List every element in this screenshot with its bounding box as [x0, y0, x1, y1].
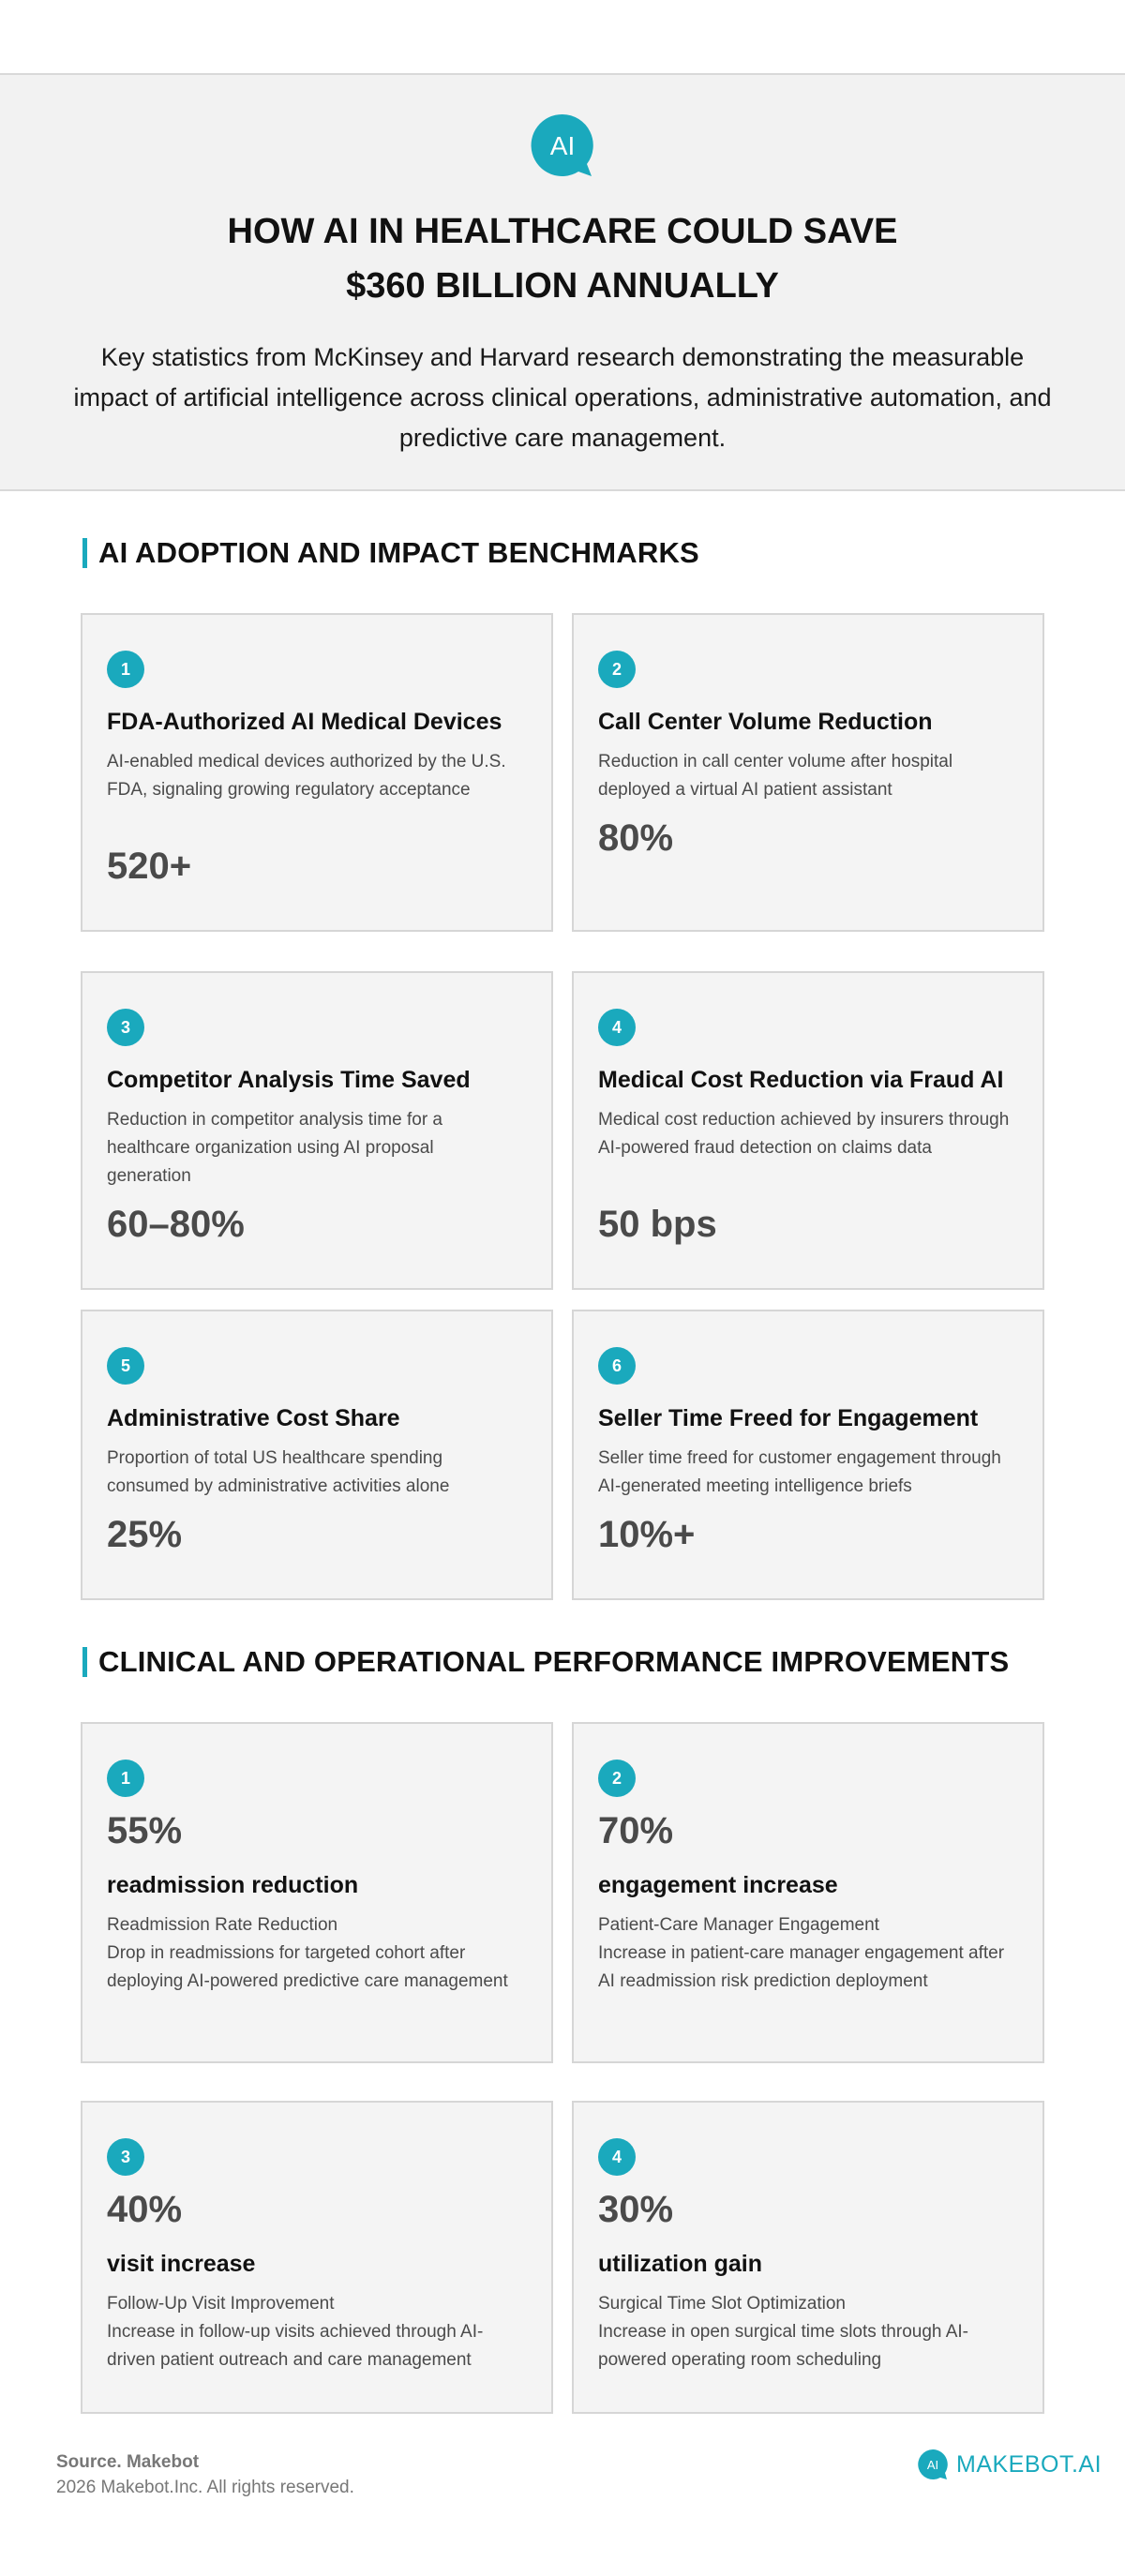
page-title-line-1: HOW AI IN HEALTHCARE COULD SAVE — [227, 212, 898, 251]
card-title: Medical Cost Reduction via Fraud AI — [598, 1067, 1004, 1093]
card-stat-value: 25% — [107, 1514, 183, 1555]
stat-card-2 — [572, 613, 1044, 932]
card-stat-label: engagement increase — [598, 1872, 838, 1898]
section-heading-clinical — [82, 1645, 1009, 1679]
card-number-badge: 1 — [107, 1760, 144, 1797]
card-description: Proportion of total US healthcare spending consumed by administrative activities alone — [107, 1448, 450, 1496]
performance-card-3 — [81, 2101, 553, 2414]
page-title-line-2: $360 BILLION ANNUALLY — [346, 266, 779, 306]
performance-card-1 — [81, 1722, 553, 2063]
card-number-badge: 5 — [107, 1347, 144, 1385]
card-number-badge: 6 — [598, 1347, 636, 1385]
card-description: Reduction in call center volume after hospital deployed a virtual AI patient assistant — [598, 752, 953, 800]
svg-text:AI: AI — [926, 2458, 939, 2472]
card-number-badge: 1 — [107, 651, 144, 688]
stat-card-3 — [81, 971, 553, 1290]
card-description: Drop in readmissions for targeted cohort after deploying AI-powered predictive care management — [107, 1943, 508, 1991]
card-stat-value: 40% — [107, 2189, 183, 2230]
top-strip — [0, 0, 1125, 75]
card-description: Medical cost reduction achieved by insurers through AI-powered fraud detection on claims data — [598, 1110, 1010, 1158]
card-stat-value: 70% — [598, 1810, 674, 1851]
card-subtitle: Surgical Time Slot Optimization — [598, 2294, 846, 2314]
section-title: CLINICAL AND OPERATIONAL PERFORMANCE IMPROVEMENTS — [98, 1645, 1010, 1678]
card-stat-value: 60–80% — [107, 1204, 245, 1245]
card-title: Call Center Volume Reduction — [598, 709, 933, 735]
page-subtitle: Key statistics from McKinsey and Harvard research demonstrating the measurable impact of artificial intelligence across clinical operations, administrative automation, and predictive care management. — [73, 343, 1052, 452]
card-number-badge: 4 — [598, 1009, 636, 1046]
card-number-badge: 3 — [107, 1009, 144, 1046]
card-description: Increase in follow-up visits achieved through AI-driven patient outreach and care management — [107, 2322, 484, 2370]
card-stat-label: readmission reduction — [107, 1872, 359, 1898]
card-description: Increase in open surgical time slots through AI-powered operating room scheduling — [598, 2322, 968, 2370]
footer-copyright: 2026 Makebot.Inc. All rights reserved. — [56, 2478, 354, 2497]
card-subtitle: Follow-Up Visit Improvement — [107, 2294, 335, 2314]
svg-text:AI: AI — [549, 131, 576, 160]
stat-card-1 — [81, 613, 553, 932]
card-stat-label: utilization gain — [598, 2251, 762, 2277]
performance-card-4 — [572, 2101, 1044, 2414]
card-stat-value: 10%+ — [598, 1514, 696, 1555]
card-number-badge: 3 — [107, 2138, 144, 2176]
hero-banner — [0, 75, 1125, 491]
card-stat-value: 80% — [598, 817, 674, 859]
card-subtitle: Patient-Care Manager Engagement — [598, 1915, 879, 1935]
card-description: Seller time freed for customer engagement through AI-generated meeting intelligence briefs — [598, 1448, 1001, 1496]
card-number-badge: 2 — [598, 1760, 636, 1797]
ai-speech-bubble-icon — [530, 112, 595, 178]
section-heading-benchmarks — [82, 536, 699, 570]
card-title: Competitor Analysis Time Saved — [107, 1067, 471, 1093]
section-accent-bar — [82, 1647, 87, 1677]
section-accent-bar — [82, 538, 87, 568]
card-stat-value: 30% — [598, 2189, 674, 2230]
card-number-badge: 2 — [598, 651, 636, 688]
card-stat-value: 55% — [107, 1810, 183, 1851]
stat-card-5 — [81, 1310, 553, 1600]
page-title — [0, 204, 1125, 313]
card-title: FDA-Authorized AI Medical Devices — [107, 709, 502, 735]
card-title: Administrative Cost Share — [107, 1405, 400, 1431]
footer-source: Source. Makebot — [56, 2452, 200, 2472]
card-stat-value: 520+ — [107, 846, 192, 887]
footer-brand-text: MAKEBOT.AI — [956, 2450, 1102, 2478]
card-description: Reduction in competitor analysis time for a healthcare organization using AI proposal generation — [107, 1110, 442, 1186]
stat-card-4 — [572, 971, 1044, 1290]
card-stat-value: 50 bps — [598, 1204, 717, 1245]
card-description: AI-enabled medical devices authorized by the U.S. FDA, signaling growing regulatory acceptance — [107, 752, 506, 800]
card-description: Increase in patient-care manager engagement after AI readmission risk prediction deployment — [598, 1943, 1005, 1991]
stat-card-6 — [572, 1310, 1044, 1600]
makebot-logo-icon — [917, 2449, 949, 2480]
card-subtitle: Readmission Rate Reduction — [107, 1915, 338, 1935]
footer-brand[interactable] — [917, 2449, 1102, 2480]
section-title: AI ADOPTION AND IMPACT BENCHMARKS — [98, 536, 699, 569]
card-stat-label: visit increase — [107, 2251, 256, 2277]
performance-card-2 — [572, 1722, 1044, 2063]
card-title: Seller Time Freed for Engagement — [598, 1405, 979, 1431]
card-number-badge: 4 — [598, 2138, 636, 2176]
